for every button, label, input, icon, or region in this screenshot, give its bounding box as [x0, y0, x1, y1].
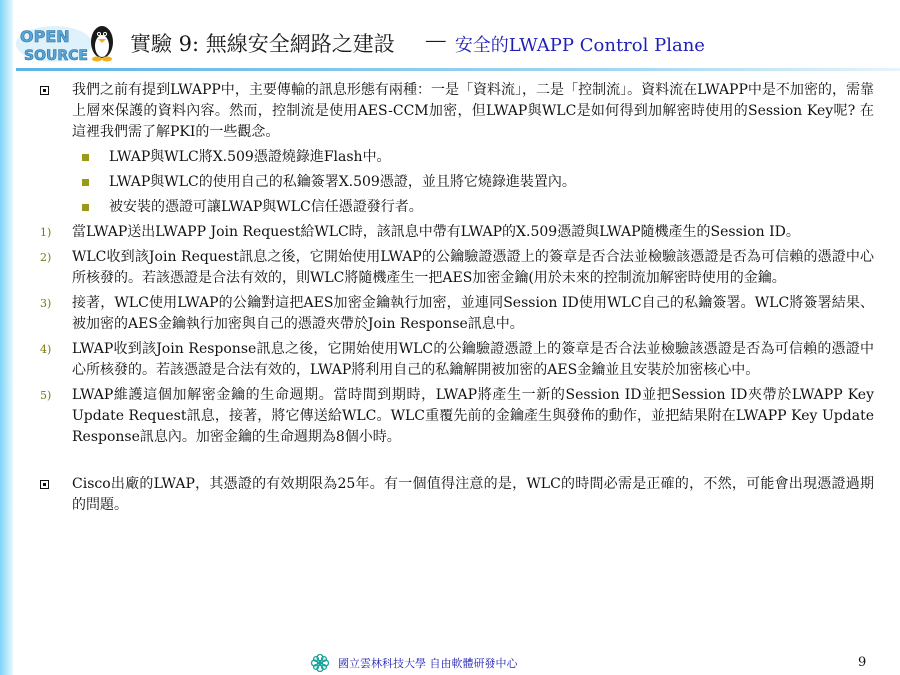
olive-square-bullet-icon [82, 179, 89, 186]
numbered-item [34, 339, 874, 381]
title-subtitle: 安全的LWAPP Control Plane [454, 35, 705, 56]
square-bullet-icon [40, 480, 49, 489]
numbered-label: 3) [40, 297, 52, 310]
numbered-text: 當LWAP送出LWAPP Join Request給WLC時，該訊息中帶有LWAP的X.509憑證與LWAP隨機產生的Session ID。 [72, 224, 800, 240]
numbered-label: 4) [40, 343, 52, 356]
title-main: 實驗 9: 無線安全網路之建設 [130, 32, 395, 56]
slide-content [34, 80, 874, 520]
olive-square-bullet-icon [82, 154, 89, 161]
numbered-item [34, 385, 874, 448]
sub-bullet-item [34, 197, 874, 218]
numbered-text: WLC收到該Join Request訊息之後，它開始使用LWAP的公鑰驗證憑證上的簽章是否合法並檢驗該憑證是否為可信賴的憑證中心所核發的。若該憑證是合法有效的，則WLC將隨機產生一把AES加密金鑰(用於未來的控制流加解密時使用的金鑰。 [72, 249, 874, 286]
sub-bullet-text: LWAP與WLC將X.509憑證燒錄進Flash中。 [109, 149, 391, 165]
numbered-item [34, 247, 874, 289]
sub-bullet-item [34, 147, 874, 168]
footer [310, 653, 518, 673]
spacer [34, 452, 874, 474]
numbered-item [34, 222, 874, 243]
svg-text:SOURCE: SOURCE [24, 48, 88, 64]
page-number: 9 [858, 655, 867, 670]
bullet-item [34, 474, 874, 516]
square-bullet-icon [40, 86, 49, 95]
numbered-text: LWAP收到該Join Response訊息之後，它開始使用WLC的公鑰驗證憑證上的簽章是否合法並檢驗該憑證是否為可信賴的憑證中心所核發的。若該憑證是合法有效的，LWAP將利用自己的私鑰解開被加密的AES金鑰並且安裝於加密核心中。 [72, 341, 874, 378]
olive-square-bullet-icon [82, 204, 89, 211]
numbered-label: 5) [40, 389, 52, 402]
numbered-item [34, 293, 874, 335]
left-accent-bar [0, 0, 13, 675]
svg-text:OPEN: OPEN [20, 27, 70, 46]
page-title [130, 22, 705, 62]
flower-logo-icon [310, 653, 330, 673]
sub-bullet-text: 被安裝的憑證可讓LWAP與WLC信任憑證發行者。 [109, 199, 423, 215]
numbered-text: LWAP維護這個加解密金鑰的生命週期。當時間到期時，LWAP將產生一新的Session ID並把Session ID夾帶於LWAPP Key Update Request訊息，接著，將它傳送給WLC。WLC重覆先前的金鑰產生與發佈的動作，並把結果附在LWAPP Key Update Response訊息內。加密金鑰的生命週期為8個小時。 [72, 387, 874, 445]
numbered-text: 接著，WLC使用LWAP的公鑰對這把AES加密金鑰執行加密，並連同Session ID使用WLC自己的私鑰簽署。WLC將簽署結果、被加密的AES金鑰執行加密與自己的憑證夾帶於Join Response訊息中。 [72, 295, 874, 332]
numbered-label: 1) [40, 226, 52, 239]
footer-text: 國立雲林科技大學 自由軟體研發中心 [338, 657, 518, 670]
title-underline [16, 68, 900, 71]
open-source-logo [14, 12, 124, 68]
sub-bullet-item [34, 172, 874, 193]
title-dash: － [422, 28, 449, 57]
sub-bullet-text: LWAP與WLC的使用自己的私鑰簽署X.509憑證，並且將它燒錄進裝置內。 [109, 174, 576, 190]
bullet-item [34, 80, 874, 143]
bullet-text: 我們之前有提到LWAPP中，主要傳輸的訊息形態有兩種：一是「資料流」，二是「控制流」。資料流在LWAPP中是不加密的，需靠上層來保護的資料內容。然而，控制流是使用AES-CCM加密，但LWAP與WLC是如何得到加解密時使用的Session Key呢? 在這裡我們需了解PKI的一些觀念。 [72, 82, 874, 140]
bullet-text: Cisco出廠的LWAP，其憑證的有效期限為25年。有一個值得注意的是，WLC的時間必需是正確的，不然，可能會出現憑證過期的問題。 [72, 476, 874, 513]
numbered-label: 2) [40, 251, 52, 264]
